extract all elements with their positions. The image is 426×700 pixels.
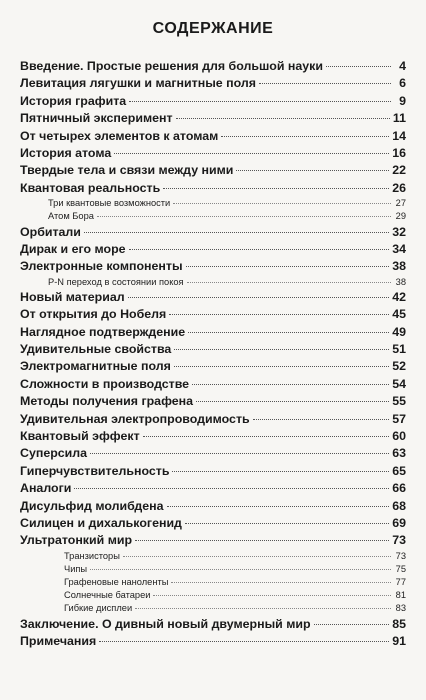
dot-leader [129, 101, 391, 102]
toc-entry-page: 14 [392, 128, 406, 143]
toc-entry [20, 480, 406, 497]
toc-entry [20, 180, 406, 197]
toc-entry-title: Удивительная электропроводимость [20, 411, 250, 426]
dot-leader [97, 216, 391, 217]
toc-entry-title: История графита [20, 93, 127, 108]
dot-leader [153, 595, 391, 596]
toc-entry [20, 128, 406, 145]
toc-entry-page: 42 [392, 289, 406, 304]
toc-entry-title: Удивительные свойства [20, 342, 172, 357]
toc-entry-title: Квантовый эффект [20, 428, 140, 443]
dot-leader [314, 624, 390, 625]
toc-entry [20, 393, 406, 410]
toc-entry-title: От открытия до Нобеля [20, 307, 167, 322]
toc-entry [20, 445, 406, 462]
toc-entry-title: Графеновые наноленты [64, 577, 169, 588]
toc-entry-title: Суперсила [20, 446, 88, 461]
toc-entry-title: Методы получения графена [20, 394, 194, 409]
toc-entry-page: 4 [399, 59, 406, 73]
dot-leader [326, 66, 391, 67]
dot-leader [84, 232, 389, 233]
toc-entry-page: 81 [395, 590, 406, 601]
toc-entry-page: 85 [392, 616, 406, 631]
toc-entry-page: 55 [392, 394, 406, 409]
toc-entry-page: 29 [395, 211, 406, 222]
toc-entry-title: Электромагнитные поля [20, 359, 171, 374]
page-title: СОДЕРЖАНИЕ [152, 20, 274, 37]
dot-leader [192, 384, 389, 385]
dot-leader [129, 249, 390, 250]
toc-entry [20, 110, 406, 127]
dot-leader [185, 523, 389, 524]
toc-entry-page: 60 [392, 428, 406, 443]
toc-entry-title: От четырех элементов к атомам [20, 128, 219, 143]
toc-entry-title: Ультратонкий мир [20, 533, 133, 548]
toc-entry-title: Орбитали [20, 224, 81, 239]
toc-entry-title: Гиперчувствительность [20, 463, 170, 478]
toc-entry-page: 22 [392, 163, 406, 178]
toc-entry-page: 51 [392, 342, 406, 357]
toc-entry [20, 411, 406, 428]
toc-subentry [20, 563, 406, 576]
toc-entry-title: Гибкие дисплеи [64, 603, 133, 614]
toc-entry-page: 65 [392, 463, 406, 478]
toc-entry-page: 54 [392, 376, 406, 391]
toc-entry [20, 289, 406, 306]
toc-entry-page: 83 [395, 603, 406, 614]
toc-entry-page: 77 [395, 577, 406, 588]
dot-leader [163, 188, 389, 189]
toc-subentry [20, 550, 406, 563]
dot-leader [174, 349, 389, 350]
toc-entry [20, 428, 406, 445]
toc-entry [20, 633, 406, 650]
toc-entry-page: 38 [395, 276, 406, 287]
dot-leader [90, 569, 391, 570]
toc-entry-title: Транзисторы [64, 550, 120, 561]
toc-entry-title: Новый материал [20, 289, 125, 304]
dot-leader [221, 136, 389, 137]
toc-entry-page: 91 [392, 634, 406, 649]
toc-entry-title: Наглядное подтверждение [20, 324, 186, 339]
toc-entry-title: P-N переход в состоянии покоя [48, 276, 184, 287]
toc-entry [20, 324, 406, 341]
toc-entry [20, 376, 406, 393]
toc-entry-title: Дирак и его море [20, 241, 126, 256]
toc-entry-page: 34 [392, 241, 406, 256]
toc-entry-page: 49 [392, 324, 406, 339]
dot-leader [187, 282, 391, 283]
toc-entry [20, 162, 406, 179]
toc-entry-page: 52 [392, 359, 406, 374]
toc-entry-page: 16 [392, 145, 406, 160]
toc-entry-page: 63 [392, 446, 406, 461]
toc-subentry [20, 197, 406, 210]
toc-entry [20, 93, 406, 110]
dot-leader [169, 314, 389, 315]
toc-entry-title: История атома [20, 145, 112, 160]
dot-leader [172, 471, 389, 472]
toc-entry-title: Дисульфид молибдена [20, 498, 164, 513]
toc-entry [20, 515, 406, 532]
toc-subentry [20, 576, 406, 589]
dot-leader [173, 203, 391, 204]
dot-leader [99, 641, 389, 642]
toc-entry [20, 532, 406, 549]
dot-leader [176, 118, 390, 119]
toc-entry-page: 27 [395, 198, 406, 209]
toc-entry-title: Силицен и дихалькогенид [20, 515, 182, 530]
toc-entry [20, 258, 406, 275]
dot-leader [236, 170, 389, 171]
toc-entry [20, 463, 406, 480]
dot-leader [253, 419, 390, 420]
toc-subentry [20, 589, 406, 602]
toc-entry-page: 45 [392, 307, 406, 322]
toc-entry-title: Аналоги [20, 481, 72, 496]
toc-entry-title: Левитация лягушки и магнитные поля [20, 76, 256, 91]
dot-leader [135, 608, 391, 609]
toc-entry-title: Введение. Простые решения для большой науки [20, 59, 323, 73]
dot-leader [186, 266, 390, 267]
toc-entry [20, 306, 406, 323]
dot-leader [123, 556, 391, 557]
toc-entry-title: Три квантовые возможности [48, 198, 171, 209]
toc-entry-title: Пятничный эксперимент [20, 111, 173, 126]
toc-entry-page: 73 [395, 550, 406, 561]
toc-entry-page: 11 [392, 111, 406, 126]
toc-subentry [20, 276, 406, 289]
toc-entry-title: Заключение. О дивный новый двумерный мир [20, 616, 311, 631]
toc-entry [20, 224, 406, 241]
toc-subentry [20, 602, 406, 615]
toc-entry-page: 68 [392, 498, 406, 513]
toc-entry-title: Солнечные батареи [64, 590, 151, 601]
toc-entry-title: Квантовая реальность [20, 180, 161, 195]
toc-entry-page: 9 [399, 93, 406, 108]
toc-entry-page: 26 [392, 180, 406, 195]
toc-entry [20, 616, 406, 633]
toc-entry [20, 75, 406, 92]
dot-leader [114, 153, 389, 154]
toc-entry-title: Атом Бора [48, 211, 94, 222]
toc-entry [20, 358, 406, 375]
toc-entry-title: Сложности в производстве [20, 376, 190, 391]
toc-entry [20, 145, 406, 162]
dot-leader [135, 540, 389, 541]
toc-subentry [20, 210, 406, 223]
toc-entry-title: Твердые тела и связи между ними [20, 163, 234, 178]
toc-entry [20, 341, 406, 358]
toc-entry-page: 38 [392, 259, 406, 274]
dot-leader [167, 506, 390, 507]
dot-leader [171, 582, 391, 583]
dot-leader [143, 436, 390, 437]
dot-leader [188, 332, 389, 333]
toc-entry-title: Электронные компоненты [20, 259, 183, 274]
toc-entry-title: Примечания [20, 634, 97, 649]
toc-entry-page: 6 [399, 76, 406, 91]
dot-leader [259, 83, 391, 84]
dot-leader [128, 297, 390, 298]
toc-entry [20, 241, 406, 258]
toc-entry-page: 75 [395, 563, 406, 574]
toc-entry-title: Чипы [64, 563, 88, 574]
dot-leader [174, 366, 389, 367]
toc-entry-page: 57 [392, 411, 406, 426]
toc-entry-page: 69 [392, 515, 406, 530]
toc-entry-page: 66 [392, 481, 406, 496]
table-of-contents [20, 58, 406, 650]
dot-leader [74, 488, 389, 489]
toc-entry [20, 58, 406, 75]
toc-entry-page: 73 [392, 533, 406, 548]
dot-leader [196, 401, 389, 402]
toc-entry-page: 32 [392, 224, 406, 239]
dot-leader [90, 453, 389, 454]
toc-entry [20, 498, 406, 515]
